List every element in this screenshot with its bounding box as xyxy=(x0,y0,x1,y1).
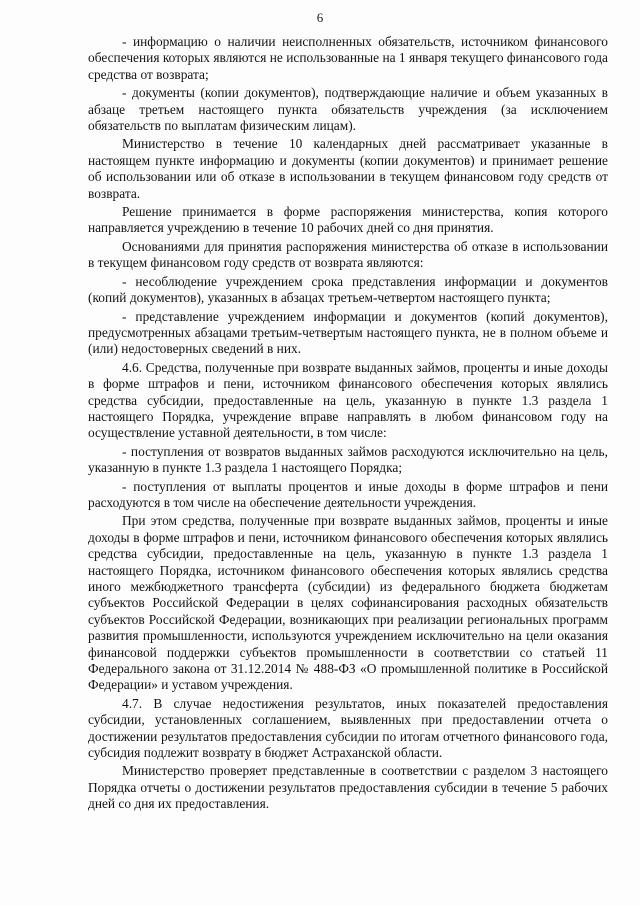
paragraph-federal-transfer-use: При этом средства, полученные при возврате выданных займов, проценты и иные доходы в форме штрафов и пени, источником финансового обеспечения которых являлись средства субсидии, предоставленные на цель, указанную в пункте 1.3 раздела 1 настоящего Порядка, источником финансового обеспечения которых являлись средства иного межбюджетного трансферта (субсидии) из федерального бюджета бюджетам субъектов Российской Федерации в целях софинансирования расходных обязательств субъектов Российской Федерации, возникающих при реализации региональных программ развития промышленности, используются учреждением исключительно на цели оказания финансовой поддержки субъектов промышленности в соответствии со статьей 11 Федерального закона от 31.12.2014 № 488-ФЗ «О промышленной политике в Российской Федерации» и уставом учреждения. xyxy=(88,513,608,693)
paragraph-ministry-review: Министерство в течение 10 календарных дней рассматривает указанные в настоящем пункте информацию и документы (копии документов) и принимает решение об использовании или об отказе в использовании в текущем финансовом году средств от возврата. xyxy=(88,136,608,201)
page-number: 6 xyxy=(316,10,324,25)
paragraph-section-4-6: 4.6. Средства, полученные при возврате выданных займов, проценты и иные доходы в форме штрафов и пени, источником финансового обеспечения которых являлись средства субсидии, предоставленные на цель, указанную в пункте 1.3 раздела 1 настоящего Порядка, учреждение вправе направлять в любом финансовом году на осуществление уставной деятельности, в том числе: xyxy=(88,359,608,441)
paragraph-decision-form: Решение принимается в форме распоряжения министерства, копия которого направляется учреждению в течение 10 рабочих дней со дня принятия. xyxy=(88,204,608,236)
document-body xyxy=(88,34,608,815)
paragraph-loan-returns: - поступления от возвратов выданных займов расходуются исключительно на цель, указанную в пункте 1.3 раздела 1 настоящего Порядка; xyxy=(88,443,608,476)
paragraph-interest-income: - поступления от выплаты процентов и иные доходы в форме штрафов и пени расходуются в том числе на обеспечение деятельности учреждения. xyxy=(88,478,608,510)
paragraph-unfulfilled-obligations: - информацию о наличии неисполненных обязательств, источником финансового обеспечения которых являются не использованные на 1 января текущего финансового года средства от возврата; xyxy=(88,34,608,82)
paragraph-report-verification: Министерство проверяет представленные в соответствии с разделом 3 настоящего Порядка отчеты о достижении результатов предоставления субсидии в течение 5 рабочих дней со дня их предоставления. xyxy=(88,763,608,812)
paragraph-refusal-grounds: Основаниями для принятия распоряжения министерства об отказе в использовании в текущем финансовом году средств от возврата являются: xyxy=(88,238,608,271)
paragraph-section-4-7: 4.7. В случае недостижения результатов, иных показателей предоставления субсидии, установленных соглашением, выявленных при предоставлении отчета о достижении результатов предоставления субсидии по итогам отчетного финансового года, субсидия подлежит возврату в бюджет Астраханской области. xyxy=(88,695,608,761)
paragraph-incomplete-information: - представление учреждением информации и документов (копий документов), предусмотренных абзацами третьим-четвертым настоящего пункта, не в полном объеме и (или) недостоверных сведений в них. xyxy=(88,308,608,357)
paragraph-supporting-documents: - документы (копии документов), подтверждающие наличие и объем указанных в абзаце третьем настоящего пункта обязательств учреждения (за исключением обязательств по выплатам физическим лицам). xyxy=(88,85,608,134)
paragraph-deadline-violation: - несоблюдение учреждением срока представления информации и документов (копий документов), указанных в абзацах третьем-четвертом настоящего пункта; xyxy=(88,273,608,306)
